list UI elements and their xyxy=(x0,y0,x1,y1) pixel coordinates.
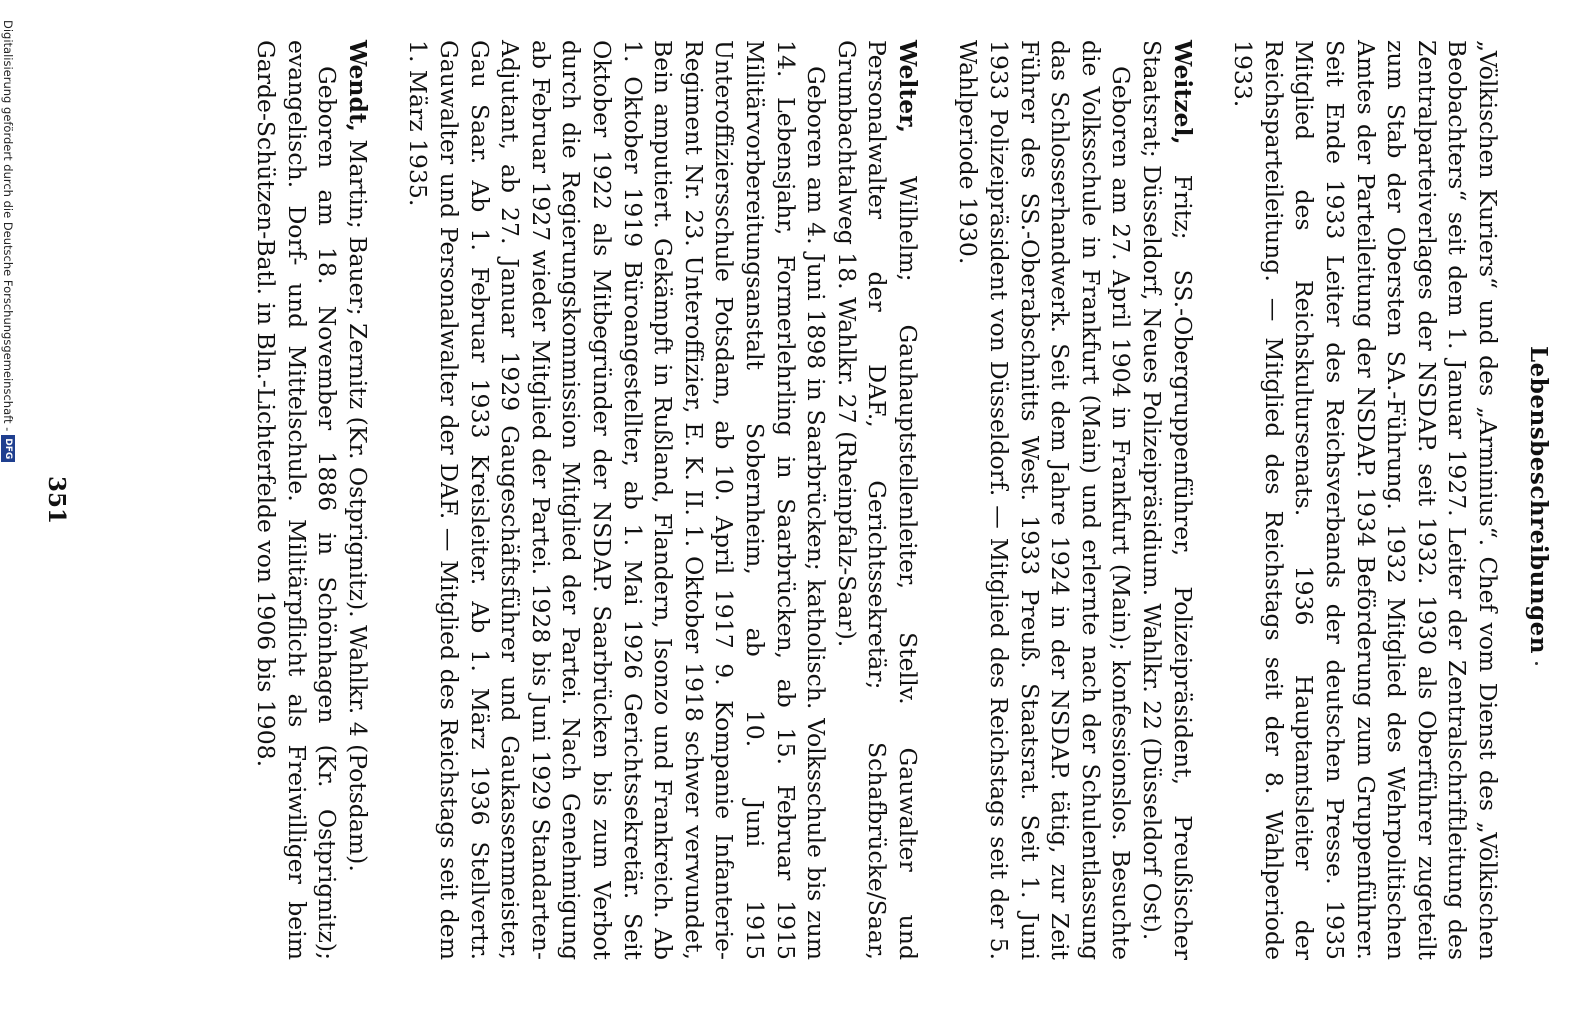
entry-heading-text: Martin; Bauer; Zernitz (Kr. Ostprignitz). Wahlkr. 4 (Potsdam). xyxy=(343,131,372,872)
biography-entry-welter xyxy=(403,40,923,960)
page-body xyxy=(250,40,1503,960)
entry-heading-text: Wilhelm; Gauhauptstellenleiter, Stellv. Gauwalter und Personalwalter der DAF., Gerichtssekretär; Schafbrücke/Saar, Grumbachtalweg 18. Wahlkr. 27 (Rheinpfalz-Saar). xyxy=(832,40,922,960)
entry-name: Wendt, xyxy=(343,40,372,132)
scan-speck xyxy=(1535,662,1538,665)
entry-heading xyxy=(342,40,373,960)
entry-body: Geboren am 18. November 1886 in Schönhagen (Kr. Ostprignitz); evangelisch. Dorf- und Mittelschule. Militärpflicht als Freiwilliger beim Garde-Schützen-Batl. in Bln.-Lichterfelde von 1906 bis 1908. xyxy=(252,40,342,960)
intro-paragraph: „Völkischen Kuriers“ und des „Arminius“. Chef vom Dienst des „Völkischen Beobachters“ seit dem 1. Januar 1927. Leiter der Zentralschriftleitung des Zentralparteiverlages der NSDAP. seit 1932. 1930 als Oberführer zugeteilt zum Stab der Obersten SA.-Führung. 1932 Mitglied des Wehrpolitischen Amtes der Parteileitung der NSDAP. 1934 Beförderung zum Gruppenführer. Seit Ende 1933 Leiter des Reichsverbands der deutschen Presse. 1935 Mitglied des Reichskultursenats. 1936 Hauptamtsleiter der Reichsparteileitung. — Mitglied des Reichstags seit der 8. Wahlperiode 1933. xyxy=(1229,40,1502,960)
entry-heading-text: Fritz; SS.-Obergruppenführer, Polizeipräsident, Preußischer Staatsrat; Düsseldorf, Neues Polizeipräsidium. Wahlkr. 22 (Düsseldorf Ost). xyxy=(1138,40,1197,960)
entry-name: Welter, xyxy=(893,40,922,134)
page-number: 351 xyxy=(43,475,70,524)
funding-note-text: Digitalisierung gefördert durch die Deutsche Forschungsgemeinschaft - xyxy=(1,20,15,432)
running-head: Lebensbeschreibungen xyxy=(1525,345,1552,655)
entry-body: Geboren am 27. April 1904 in Frankfurt (Main); konfessionslos. Besuchte die Volksschule in Frankfurt (Main) und erlernte nach der Schulentlassung das Schlosserhandwerk. Seit dem Jahre 1924 in der NSDAP. tätig, zur Zeit Führer des SS.-Oberabschnitts West. 1933 Preuß. Staatsrat. Seit 1. Juni 1933 Polizeipräsident von Düsseldorf. — Mitglied des Reichstags seit der 5. Wahlperiode 1930. xyxy=(954,40,1136,960)
entry-heading xyxy=(831,40,923,960)
dfg-logo: DFG xyxy=(1,435,15,462)
entry-heading xyxy=(1136,40,1197,960)
biography-entry-weitzel xyxy=(953,40,1198,960)
biography-entry-wendt xyxy=(250,40,372,960)
entry-name: Weitzel, xyxy=(1168,40,1197,145)
entry-body: Geboren am 4. Juni 1898 in Saarbrücken; katholisch. Volksschule bis zum 14. Lebensjahr, Formerlehrling in Saarbrücken, ab 15. Februar 1915 Militärvorbereitungsanstalt Sobernheim, ab 10. Juni 1915 Unteroffiziersschule Potsdam, ab 10. April 1917 9. Kompanie Infanterie-Regiment Nr. 23. Unteroffizier, E. K. II. 1. Oktober 1918 schwer verwundet, Bein amputiert. Gekämpft in Rußland, Flandern, Isonzo und Frankreich. Ab 1. Oktober 1919 Büroangestellter, ab 1. Mai 1926 Gerichtssekretär. Seit Oktober 1922 als Mitbegründer der NSDAP. Saarbrücken bis zum Verbot durch die Regierungskommission Mitglied der Partei. Nach Genehmigung ab Februar 1927 wieder Mitglied der Partei. 1928 bis Juni 1929 Standarten-Adjutant, ab 27. Januar 1929 Gaugeschäftsführer und Gaukassenmeister, Gau Saar. Ab 1. Februar 1933 Kreisleiter. Ab 1. März 1936 Stellvertr. Gauwalter und Personalwalter der DAF. — Mitglied des Reichstags seit dem 1. März 1935. xyxy=(404,40,831,960)
funding-note xyxy=(0,20,16,1020)
